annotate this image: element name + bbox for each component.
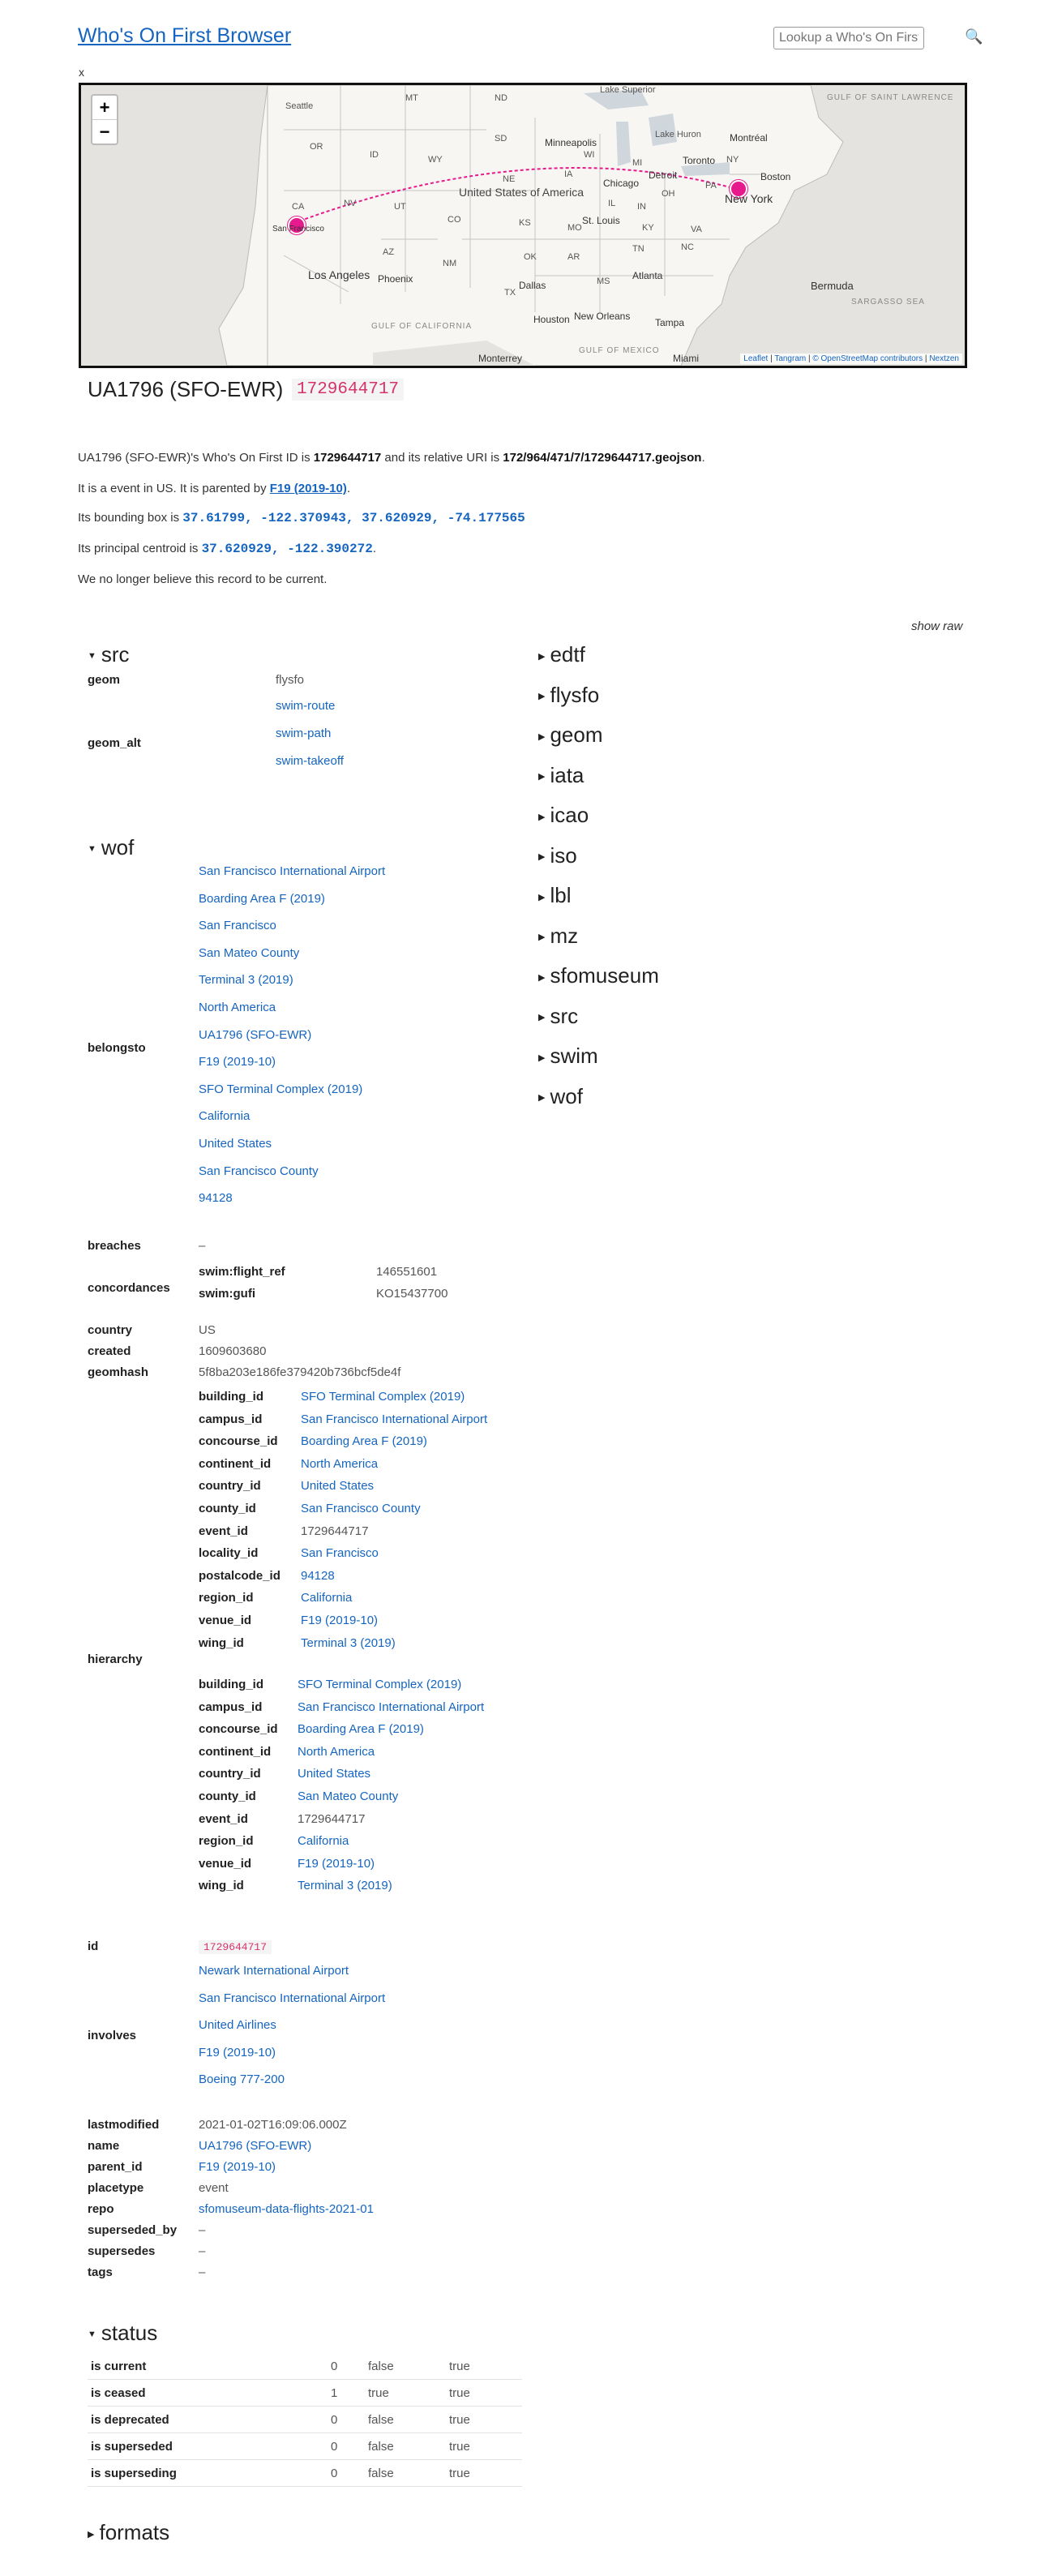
parent-link[interactable]: F19 (2019-10) bbox=[269, 482, 347, 495]
map-attribution: Leaflet | Tangram | © OpenStreetMap contributors | Nextzen bbox=[740, 354, 962, 364]
hierarchy-link[interactable]: SFO Terminal Complex (2019) bbox=[301, 1390, 465, 1404]
map-label: Phoenix bbox=[378, 273, 413, 285]
concordance-key: swim:flight_ref bbox=[199, 1265, 285, 1279]
map-label: TX bbox=[504, 288, 516, 298]
collapsed-triangle-icon: ▶ bbox=[538, 1013, 546, 1023]
placetype-value: event bbox=[199, 2181, 229, 2195]
status-bool: true bbox=[449, 2380, 522, 2407]
map-label: KY bbox=[642, 223, 654, 233]
section-heading: geom bbox=[550, 722, 603, 747]
collapsed-triangle-icon: ▶ bbox=[538, 852, 546, 863]
status-bool: false bbox=[368, 2460, 449, 2487]
zoom-in-button[interactable]: + bbox=[99, 97, 110, 118]
superseded-by-value: – bbox=[199, 2223, 206, 2237]
map-label: Lake Huron bbox=[655, 130, 701, 139]
geomhash-key: geomhash bbox=[88, 1365, 149, 1379]
site-title-link[interactable]: Who's On First Browser bbox=[78, 24, 292, 47]
hierarchy-key: hierarchy bbox=[88, 1652, 143, 1666]
status-bool: true bbox=[368, 2380, 449, 2407]
formats-section-toggle[interactable]: ▶ formats bbox=[88, 2520, 170, 2544]
collapsed-triangle-icon: ▶ bbox=[538, 1093, 546, 1104]
collapsed-triangle-icon: ▶ bbox=[538, 892, 546, 902]
belongsto-link[interactable]: 94128 bbox=[199, 1191, 233, 1206]
map-label: KS bbox=[519, 218, 531, 228]
belongsto-link[interactable]: United States bbox=[199, 1137, 272, 1151]
map-label: MI bbox=[632, 158, 643, 168]
repo-link[interactable]: sfomuseum-data-flights-2021-01 bbox=[199, 2202, 374, 2216]
status-count: 0 bbox=[331, 2353, 368, 2380]
map-label: MT bbox=[405, 93, 418, 103]
status-bool: true bbox=[449, 2407, 522, 2433]
breaches-key: breaches bbox=[88, 1239, 141, 1253]
parent-id-key: parent_id bbox=[88, 2160, 143, 2174]
collapsed-triangle-icon: ▶ bbox=[538, 772, 546, 782]
page-title: UA1796 (SFO-EWR) bbox=[88, 377, 284, 401]
belongsto-link[interactable]: Boarding Area F (2019) bbox=[199, 891, 325, 906]
section-heading: wof bbox=[550, 1083, 583, 1108]
status-row bbox=[88, 2380, 522, 2407]
status-key: is superseded bbox=[88, 2433, 331, 2460]
geom-alt-link[interactable]: swim-route bbox=[276, 699, 336, 713]
geom-alt-link[interactable]: swim-takeoff bbox=[276, 754, 344, 768]
map-label: GULF OF SAINT LAWRENCE bbox=[827, 93, 954, 102]
search-input[interactable] bbox=[773, 27, 924, 49]
map-label: ND bbox=[495, 93, 507, 103]
belongsto-key: belongsto bbox=[88, 1041, 146, 1055]
hierarchy-link[interactable]: United States bbox=[301, 1479, 375, 1494]
concordance-value: KO15437700 bbox=[376, 1287, 448, 1301]
hierarchy-link[interactable]: San Francisco International Airport bbox=[301, 1412, 488, 1426]
belongsto-link[interactable]: San Mateo County bbox=[199, 945, 300, 960]
hierarchy-key: venue_id bbox=[199, 1856, 252, 1871]
id-value: 1729644717 bbox=[199, 1940, 272, 1953]
map-label: OK bbox=[524, 252, 537, 262]
hierarchy-key: region_id bbox=[199, 1834, 254, 1849]
hierarchy-link[interactable]: North America bbox=[301, 1456, 379, 1471]
status-row bbox=[88, 2433, 522, 2460]
belongsto-link[interactable]: California bbox=[199, 1109, 251, 1124]
supersedes-key: supersedes bbox=[88, 2244, 156, 2258]
status-key: is ceased bbox=[88, 2380, 331, 2407]
section-toggle-icao[interactable] bbox=[538, 803, 589, 828]
map-label: Detroit bbox=[649, 169, 678, 181]
hierarchy-value: 1729644717 bbox=[298, 1811, 366, 1826]
belongsto-link[interactable]: SFO Terminal Complex (2019) bbox=[199, 1082, 363, 1096]
country-key: country bbox=[88, 1323, 133, 1337]
status-count: 0 bbox=[331, 2460, 368, 2487]
map-label: CA bbox=[292, 202, 305, 212]
map-label: NC bbox=[681, 242, 694, 252]
map-label: MO bbox=[567, 223, 582, 233]
map-label: Lake Superior bbox=[600, 85, 656, 95]
placetype-key: placetype bbox=[88, 2181, 144, 2195]
map-label: GULF OF MEXICO bbox=[579, 346, 660, 355]
map-label: OH bbox=[662, 189, 675, 199]
section-heading: icao bbox=[550, 803, 589, 827]
collapsed-triangle-icon: ▶ bbox=[538, 692, 546, 702]
parent-id-link[interactable]: F19 (2019-10) bbox=[199, 2160, 276, 2174]
expanded-triangle-icon: ▼ bbox=[88, 2330, 96, 2340]
zoom-out-button[interactable]: − bbox=[92, 119, 117, 144]
belongsto-link[interactable]: North America bbox=[199, 1001, 276, 1014]
wof-section-toggle[interactable]: ▼ wof bbox=[88, 835, 135, 859]
bbox-link[interactable]: 37.61799, -122.370943, 37.620929, -74.177565 bbox=[182, 511, 525, 525]
section-toggle-iso[interactable] bbox=[538, 843, 577, 868]
section-heading: edtf bbox=[550, 642, 585, 667]
status-section-toggle[interactable]: ▼ status bbox=[88, 2321, 158, 2345]
lastmodified-key: lastmodified bbox=[88, 2118, 160, 2132]
attribution-link[interactable]: Leaflet bbox=[743, 354, 769, 363]
map-label: Montréal bbox=[730, 132, 768, 144]
name-link[interactable]: UA1796 (SFO-EWR) bbox=[199, 2139, 312, 2153]
section-heading: mz bbox=[550, 923, 579, 948]
geom-value: flysfo bbox=[276, 673, 305, 687]
hierarchy-key: campus_id bbox=[199, 1699, 263, 1714]
lastmodified-value: 2021-01-02T16:09:06.000Z bbox=[199, 2118, 347, 2132]
hierarchy-link[interactable]: Terminal 3 (2019) bbox=[301, 1635, 396, 1650]
status-count: 1 bbox=[331, 2380, 368, 2407]
map-label: VA bbox=[691, 225, 702, 234]
geom-key: geom bbox=[88, 673, 121, 687]
hierarchy-link[interactable]: San Francisco International Airport bbox=[298, 1699, 485, 1714]
map-label: Los Angeles bbox=[308, 268, 370, 281]
section-toggle-edtf[interactable] bbox=[538, 642, 585, 667]
attribution-link[interactable]: Tangram bbox=[774, 354, 807, 363]
map-label: IN bbox=[637, 202, 646, 212]
collapsed-triangle-icon: ▶ bbox=[538, 1052, 546, 1063]
map-label: Houston bbox=[533, 314, 570, 325]
map-label: San Francisco bbox=[272, 225, 324, 234]
map-label: SARGASSO SEA bbox=[851, 298, 925, 306]
section-heading: iata bbox=[550, 762, 585, 787]
map[interactable] bbox=[79, 83, 967, 368]
status-count: 0 bbox=[331, 2407, 368, 2433]
section-heading: swim bbox=[550, 1044, 598, 1068]
hierarchy-key: wing_id bbox=[199, 1879, 244, 1893]
hierarchy-link[interactable]: F19 (2019-10) bbox=[301, 1614, 379, 1627]
section-toggle-src[interactable] bbox=[538, 1004, 578, 1029]
map-label: UT bbox=[394, 202, 406, 212]
geom-alt-link[interactable]: swim-path bbox=[276, 727, 332, 740]
hierarchy-key: event_id bbox=[199, 1524, 248, 1538]
map-label: Tampa bbox=[655, 317, 685, 328]
attribution-link[interactable]: © OpenStreetMap contributors bbox=[812, 354, 923, 363]
hierarchy-key: campus_id bbox=[199, 1412, 263, 1426]
hierarchy-key: country_id bbox=[199, 1479, 261, 1494]
section-toggle-lbl[interactable] bbox=[538, 883, 571, 908]
belongsto-link[interactable]: San Francisco International Airport bbox=[199, 864, 386, 878]
hierarchy-link[interactable]: California bbox=[298, 1834, 349, 1849]
hierarchy-key: region_id bbox=[199, 1591, 254, 1605]
bbox-sentence: Its bounding box is 37.61799, -122.370943, 37.620929, -74.177565 bbox=[78, 511, 525, 525]
hierarchy-key: country_id bbox=[199, 1767, 261, 1781]
collapsed-triangle-icon: ▶ bbox=[538, 972, 546, 983]
section-toggle-geom[interactable] bbox=[538, 722, 603, 748]
hierarchy-link[interactable]: San Francisco County bbox=[301, 1502, 421, 1515]
concordance-key: swim:gufi bbox=[199, 1287, 255, 1301]
involves-link[interactable]: United Airlines bbox=[199, 2018, 276, 2032]
map-label: MS bbox=[597, 276, 610, 286]
hierarchy-key: wing_id bbox=[199, 1635, 244, 1650]
tags-key: tags bbox=[88, 2265, 113, 2279]
hierarchy-key: postalcode_id bbox=[199, 1568, 280, 1583]
centroid-link[interactable]: 37.620929, -122.390272 bbox=[201, 542, 373, 556]
status-row bbox=[88, 2353, 522, 2380]
superseded-by-key: superseded_by bbox=[88, 2223, 178, 2237]
map-label: NE bbox=[503, 174, 516, 184]
supersedes-value: – bbox=[199, 2244, 206, 2258]
status-count: 0 bbox=[331, 2433, 368, 2460]
breaches-value: – bbox=[199, 1239, 206, 1253]
involves-link[interactable]: F19 (2019-10) bbox=[199, 2045, 276, 2060]
map-label: AR bbox=[567, 252, 580, 262]
hierarchy-key: locality_id bbox=[199, 1546, 259, 1561]
collapsed-triangle-icon: ▶ bbox=[538, 731, 546, 742]
map-label: Miami bbox=[673, 353, 699, 364]
status-bool: false bbox=[368, 2433, 449, 2460]
status-row bbox=[88, 2460, 522, 2487]
status-key: is current bbox=[88, 2353, 331, 2380]
map-label: New York bbox=[725, 192, 773, 205]
map-label: Atlanta bbox=[632, 270, 663, 281]
hierarchy-key: county_id bbox=[199, 1502, 256, 1515]
map-label: United States of America bbox=[459, 186, 585, 199]
name-key: name bbox=[88, 2139, 120, 2153]
created-value: 1609603680 bbox=[199, 1344, 267, 1358]
expanded-triangle-icon: ▼ bbox=[88, 651, 96, 662]
map-label: SD bbox=[495, 134, 507, 144]
map-label: PA bbox=[705, 181, 717, 191]
status-row bbox=[88, 2407, 522, 2433]
hierarchy-key: county_id bbox=[199, 1789, 256, 1803]
show-raw-toggle[interactable]: show raw bbox=[911, 619, 963, 633]
id-sentence: UA1796 (SFO-EWR)'s Who's On First ID is 1729644717 and its relative URI is 172/964/471/7/1729644717.geojson. bbox=[78, 451, 705, 465]
map-label: AZ bbox=[383, 247, 395, 257]
hierarchy-link[interactable]: San Francisco bbox=[301, 1546, 379, 1561]
collapsed-triangle-icon: ▶ bbox=[88, 2529, 95, 2540]
map-label: WY bbox=[428, 155, 443, 165]
tags-value: – bbox=[199, 2265, 206, 2279]
hierarchy-link[interactable]: SFO Terminal Complex (2019) bbox=[298, 1678, 462, 1691]
status-bool: true bbox=[449, 2353, 522, 2380]
created-key: created bbox=[88, 1344, 131, 1358]
attribution-link[interactable]: Nextzen bbox=[929, 354, 959, 363]
map-label: Seattle bbox=[285, 101, 314, 111]
map-label: Boston bbox=[760, 171, 791, 182]
section-toggle-swim[interactable] bbox=[538, 1044, 598, 1069]
section-toggle-iata[interactable] bbox=[538, 763, 584, 788]
hierarchy-key: building_id bbox=[199, 1678, 263, 1691]
hierarchy-key: event_id bbox=[199, 1811, 248, 1826]
section-heading: src bbox=[550, 1003, 579, 1028]
map-label: NV bbox=[344, 199, 357, 208]
map-label: NY bbox=[726, 155, 739, 165]
status-bool: false bbox=[368, 2407, 449, 2433]
hierarchy-link[interactable]: 94128 bbox=[301, 1568, 335, 1583]
map-label: IA bbox=[564, 169, 573, 179]
section-toggle-sfomuseum[interactable] bbox=[538, 963, 659, 988]
belongsto-link[interactable]: San Francisco County bbox=[199, 1164, 319, 1178]
current-note: We no longer believe this record to be current. bbox=[78, 572, 328, 586]
hierarchy-link[interactable]: North America bbox=[298, 1744, 375, 1759]
map-label: New Orleans bbox=[574, 311, 631, 322]
repo-key: repo bbox=[88, 2202, 114, 2216]
collapsed-triangle-icon: ▶ bbox=[538, 812, 546, 822]
belongsto-link[interactable]: Terminal 3 (2019) bbox=[199, 973, 293, 988]
status-table bbox=[88, 2353, 522, 2487]
hierarchy-link[interactable]: United States bbox=[298, 1767, 371, 1781]
hierarchy-link[interactable]: Boarding Area F (2019) bbox=[301, 1434, 427, 1449]
involves-link[interactable]: Boeing 777-200 bbox=[199, 2072, 285, 2086]
involves-link[interactable]: San Francisco International Airport bbox=[199, 1991, 386, 2005]
country-value: US bbox=[199, 1323, 216, 1337]
hierarchy-key: concourse_id bbox=[199, 1434, 278, 1449]
hierarchy-key: continent_id bbox=[199, 1744, 272, 1759]
hierarchy-key: building_id bbox=[199, 1390, 263, 1404]
hierarchy-value: 1729644717 bbox=[301, 1524, 369, 1538]
hierarchy-key: venue_id bbox=[199, 1614, 252, 1627]
map-label: Chicago bbox=[603, 178, 640, 189]
map-label: OR bbox=[310, 142, 323, 152]
status-key: is deprecated bbox=[88, 2407, 331, 2433]
src-section-toggle[interactable]: ▼ src bbox=[88, 642, 130, 667]
collapsed-triangle-icon: ▶ bbox=[538, 651, 546, 662]
concordances-key: concordances bbox=[88, 1281, 170, 1295]
map-label: Monterrey bbox=[478, 353, 523, 364]
map-label: Bermuda bbox=[811, 280, 854, 292]
map-label: ID bbox=[370, 150, 379, 160]
section-toggle-flysfo[interactable] bbox=[538, 683, 599, 708]
belongsto-link[interactable]: UA1796 (SFO-EWR) bbox=[199, 1027, 312, 1042]
belongsto-link[interactable]: F19 (2019-10) bbox=[199, 1055, 276, 1069]
map-label: Dallas bbox=[519, 280, 546, 291]
section-toggle-mz[interactable] bbox=[538, 924, 578, 949]
hierarchy-key: continent_id bbox=[199, 1456, 272, 1471]
status-bool: true bbox=[449, 2460, 522, 2487]
expanded-triangle-icon: ▼ bbox=[88, 844, 96, 855]
close-map-button[interactable]: x bbox=[79, 66, 84, 79]
geomhash-value: 5f8ba203e186fe379420b736bcf5de4f bbox=[199, 1365, 401, 1379]
section-toggle-wof[interactable] bbox=[538, 1084, 583, 1109]
geom-alt-key: geom_alt bbox=[88, 736, 141, 750]
status-key: is superseding bbox=[88, 2460, 331, 2487]
hierarchy-link[interactable]: F19 (2019-10) bbox=[298, 1856, 375, 1871]
map-label: NM bbox=[443, 259, 457, 268]
map-label: CO bbox=[447, 215, 461, 225]
map-label: Toronto bbox=[683, 155, 716, 166]
id-key: id bbox=[88, 1940, 99, 1953]
involves-link[interactable]: Newark International Airport bbox=[199, 1964, 349, 1978]
record-id-badge: 1729644717 bbox=[292, 379, 404, 401]
hierarchy-key: concourse_id bbox=[199, 1722, 278, 1737]
hierarchy-link[interactable]: California bbox=[301, 1591, 353, 1605]
section-heading: iso bbox=[550, 842, 577, 868]
zoom-control bbox=[91, 94, 118, 145]
status-bool: true bbox=[449, 2433, 522, 2460]
belongsto-link[interactable]: San Francisco bbox=[199, 919, 276, 933]
section-heading: sfomuseum bbox=[550, 963, 659, 988]
map-label: Minneapolis bbox=[545, 137, 597, 148]
concordance-value: 146551601 bbox=[376, 1265, 438, 1279]
collapsed-triangle-icon: ▶ bbox=[538, 932, 546, 943]
status-bool: false bbox=[368, 2353, 449, 2380]
map-label: WI bbox=[584, 150, 595, 160]
section-heading: flysfo bbox=[550, 682, 600, 707]
parent-sentence: It is a event in US. It is parented by F19 (2019-10). bbox=[78, 482, 351, 495]
section-heading: lbl bbox=[550, 883, 572, 907]
map-label: St. Louis bbox=[582, 215, 620, 226]
magnifier-icon[interactable]: 🔍 bbox=[965, 28, 983, 45]
map-label: IL bbox=[608, 199, 616, 208]
hierarchy-link[interactable]: Terminal 3 (2019) bbox=[298, 1879, 392, 1893]
hierarchy-link[interactable]: Boarding Area F (2019) bbox=[298, 1722, 424, 1737]
map-label: GULF OF CALIFORNIA bbox=[371, 322, 473, 331]
map-label: TN bbox=[632, 244, 644, 254]
hierarchy-link[interactable]: San Mateo County bbox=[298, 1789, 399, 1803]
involves-key: involves bbox=[88, 2029, 137, 2042]
centroid-sentence: Its principal centroid is 37.620929, -122.390272. bbox=[78, 542, 376, 556]
